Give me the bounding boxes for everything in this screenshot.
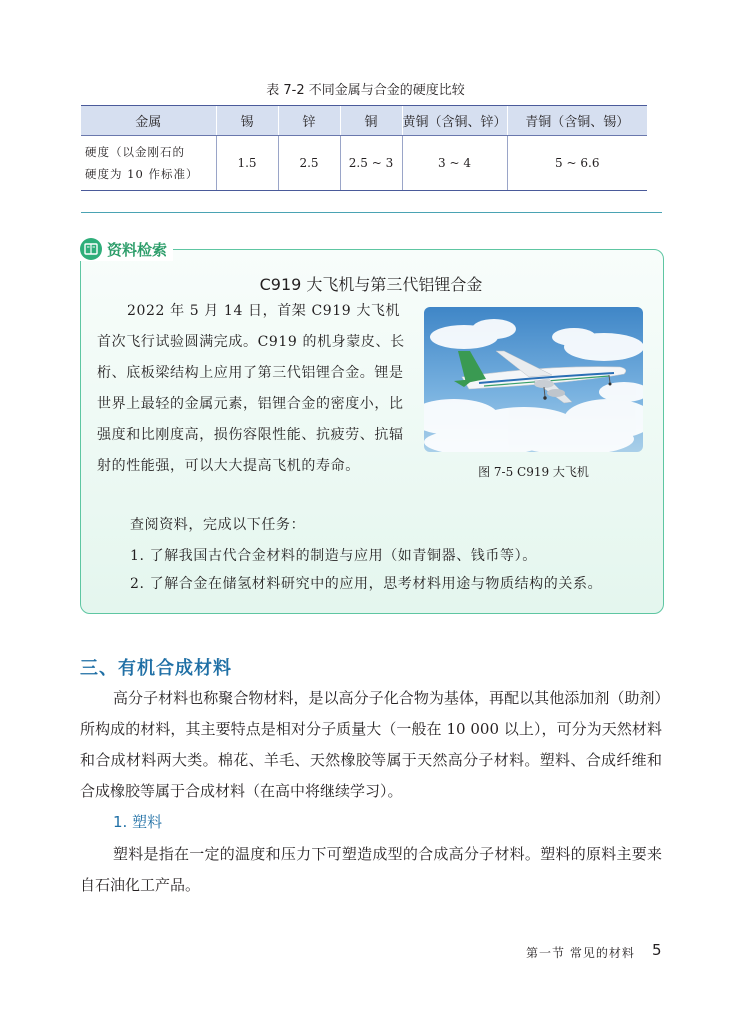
- body-paragraph: 塑料是指在一定的温度和压力下可塑造成型的合成高分子材料。塑料的原料主要来自石油化工产品。: [80, 845, 662, 894]
- footer-section-label: 第一节 常见的材料: [526, 946, 635, 960]
- table-header: 青铜（含铜、锡）: [507, 106, 647, 136]
- info-box-tag-label: 资料检索: [107, 240, 168, 259]
- table-cell: 5 ~ 6.6: [507, 136, 647, 191]
- table-header-row: [81, 106, 647, 136]
- subsection-heading: 1. 塑料: [113, 813, 163, 831]
- table-header: 锌: [278, 106, 340, 136]
- row-label-line: 硬度（以金刚石的: [85, 145, 185, 159]
- hardness-table: [81, 105, 647, 191]
- page-number: 5: [652, 941, 662, 959]
- table-header: 黄铜（含铜、锌）: [402, 106, 507, 136]
- section-heading: 三、有机合成材料: [80, 658, 232, 679]
- figure-caption: 图 7-5 C919 大飞机: [478, 465, 589, 479]
- table-row: [81, 136, 647, 191]
- info-box-tag: [78, 237, 173, 261]
- info-box-title: C919 大飞机与第三代铝锂合金: [259, 275, 483, 294]
- table-caption: 表 7-2 不同金属与合金的硬度比较: [266, 83, 465, 98]
- table-header: 锡: [216, 106, 278, 136]
- task-item: 1. 了解我国古代合金材料的制造与应用（如青铜器、钱币等）。: [130, 548, 537, 564]
- airplane-photo: [424, 307, 643, 452]
- row-label: [81, 136, 216, 191]
- table-header: 铜: [340, 106, 402, 136]
- table-cell: 1.5: [216, 136, 278, 191]
- table-cell: 3 ~ 4: [402, 136, 507, 191]
- divider: [81, 212, 662, 213]
- table-cell: 2.5: [278, 136, 340, 191]
- task-intro: 查阅资料，完成以下任务：: [130, 517, 306, 533]
- book-icon: [80, 238, 102, 260]
- table-header: 金属: [81, 106, 216, 136]
- table-cell: 2.5 ~ 3: [340, 136, 402, 191]
- task-item: 2. 了解合金在储氢材料研究中的应用，思考材料用途与物质结构的关系。: [130, 576, 603, 592]
- info-paragraph: 2022 年 5 月 14 日，首架 C919 大飞机首次飞行试验圆满完成。C919 的机身蒙皮、长桁、底板梁结构上应用了第三代铝锂合金。锂是世界上最轻的金属元素，铝锂合金的密度小，比强度和比刚度高，损伤容限性能、抗疲劳、抗辐射的性能强，可以大大提高飞机的寿命。: [97, 303, 405, 474]
- body-paragraph: 高分子材料也称聚合物材料，是以高分子化合物为基体，再配以其他添加剂（助剂）所构成的材料，其主要特点是相对分子质量大（一般在 10 000 以上），可分为天然材料和合成材料两大类。棉花、羊毛、天然橡胶等属于天然高分子材料。塑料、合成纤维和合成橡胶等属于合成材料（在高中将继续学习）。: [80, 689, 662, 800]
- row-label-line: 硬度为 10 作标准）: [85, 167, 199, 181]
